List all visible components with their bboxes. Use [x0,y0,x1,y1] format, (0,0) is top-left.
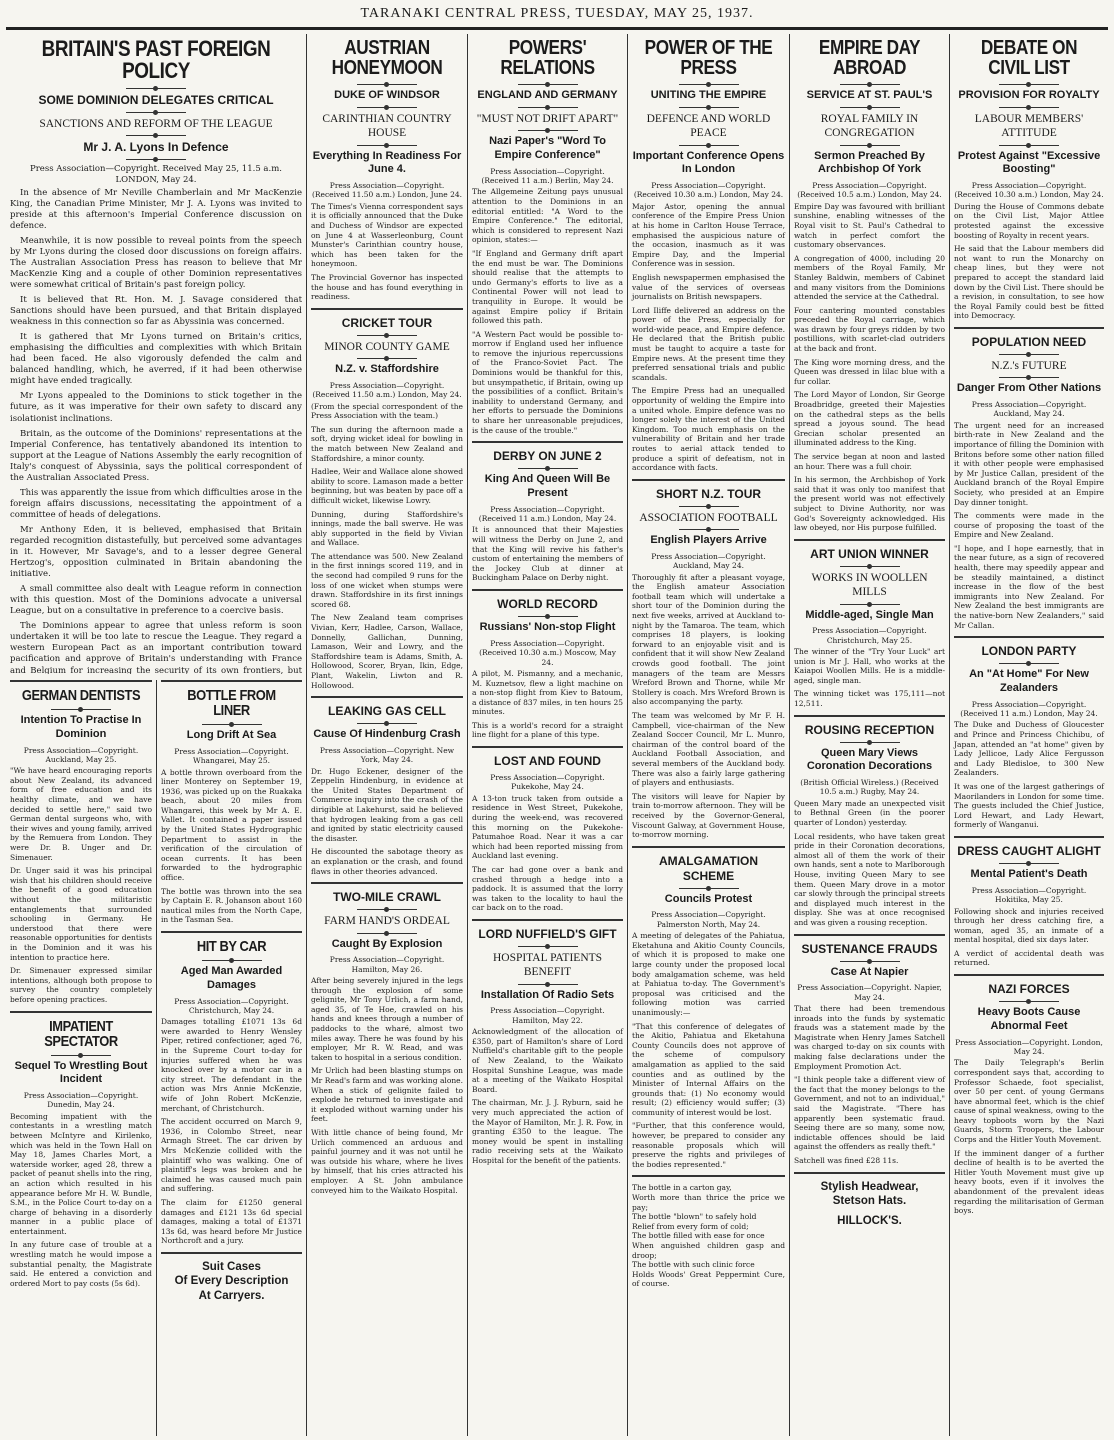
headline: POWERS' RELATIONS [500,37,595,79]
paragraph: He said that the Labour members did not want to run the Monarchy on cheap lines, but they were not prepared to accept the standard laid down by the Civil List. There should be a revision, in consultation, to see how the Royal Family could best be fitted into Democracy. [954,244,1104,321]
headline: EMPIRE DAY ABROAD [818,37,921,79]
paragraph: A meeting of delegates of the Pahiatua, Eketahuna and Akitio County Councils, of which it is proposed to make one large county under the proposed local body amalgamation scheme, was held at Pahiatua to-day. The Government's proposal was criticised and the following motion was carried unanimously:— [632,931,785,1017]
divider [679,529,739,530]
paragraph: In the absence of Mr Neville Chamberlain and Mr MacKenzie King, the Canadian Prime Minister, Mr J. A. Lyons was invited to preside at this afternoon's Imperial Conference discussion on defence. [10,187,302,231]
subheadline: DEFENCE AND WORLD PEACE [646,112,771,140]
divider [679,107,739,108]
paragraph: In his sermon, the Archbishop of York said that it was only too manifest that the present world was not effectively subject to Divine Authority, nor was God's Sovereignty acknowledged. His law obeyed, nor His purpose fulfilled. [794,475,945,533]
subheadline: Mr J. A. Lyons In Defence [83,140,229,155]
headline: POWER OF THE PRESS [644,37,773,79]
paragraph: The bottle was thrown into the sea by Captain E. R. Johanson about 160 nautical miles from the North Cape, in the Tasman Sea. [161,886,302,925]
dateline: Press Association—Copyright. Hokitika, May 25. [971,885,1087,905]
divider-rule [632,846,785,848]
verse-line: The bottle "blown" to safely hold [632,1212,757,1222]
subheadline: Danger From Other Nations [956,382,1102,395]
divider-rule [311,882,463,884]
paragraph: During the House of Commons debate on the Civil List, Major Attlee protested against the excessive boosting of Royalty in recent years. [954,201,1104,240]
dateline: Press Association—Copyright. Received May 25, 11.5 a.m. LONDON, May 24. [30,164,282,185]
paragraph: The Allgemeine Zeitung pays unusual attention to the Dominions in an editorial entitled: "A Word to the Empire Conference." The editorial, which is considered to represent Nazi opinion, states:— [472,187,623,245]
divider [518,984,578,985]
paragraph: "That this conference of delegates of the Akitio, Pahiatua and Eketahuna County Councils does not approve of the scheme of compulsory amalgamation as applied to the said counties and as outlined by the Minister of Internal Affairs on the grounds that: (1) No economy would result; (2) efficiency would suffer; (3) community of interest would be lost. [632,1021,785,1117]
dateline: Press Association—Copyright. Palmerston North, May 24. [651,910,766,929]
divider [999,863,1059,864]
subheadline: MINOR COUNTY GAME [324,340,450,353]
headline: ART UNION WINNER [810,546,929,561]
verse-line: The bottle with such clinic force [632,1260,755,1270]
dateline: Press Association—Copyright. Christchurch, May 24. [174,996,289,1015]
paragraph: The comments were made in the course of proposing the toast of the Empire and New Zealand. [954,511,1104,540]
paragraph: A verdict of accidental death was returned. [954,948,1104,968]
dateline: Press Association—Copyright. New York, May 24. [319,745,455,765]
paragraph: Meanwhile, it is now possible to reveal points from the speech by Mr Lyons during the closed door discussions on foreign affairs. The Australian Association Press has reason to believe that Mr MacKenzie King and a couple of other Dominion representatives were somewhat critical of Britain's past foreign policy. [10,235,302,290]
subheadline: An "At Home" For New Zealanders [969,668,1089,694]
paragraph: A bottle thrown overboard from the liner Monterey on September 19, 1936, was picked up on the Ruakaka beach, about 20 miles from Whangarei, this week by Mr A. E. Vallet. It contained a paper issued by the United States Hydrographic Department to assist in the verification of the circulation of ocean currents. It has been forwarded to the hydrographic office. [161,767,302,883]
column-dentists [6,680,156,1436]
dateline: Press Association—Copyright. London, May 24. [955,1037,1103,1056]
divider-rule [161,1252,302,1254]
headline: DERBY ON JUNE 2 [493,449,602,464]
dateline: Press Association—Copyright. Napier, May 24. [797,983,942,1002]
subheadline: Sequel To Wrestling Bout Incident [14,1059,148,1086]
dateline: Press Association—Copyright. (Received 10.30 a.m.) Moscow, May 24. [479,638,616,667]
headline: BOTTLE FROM LINER [187,687,276,719]
paragraph: English newspapermen emphasised the value of the services of overseas journalists on British newspapers. [632,272,785,302]
headline: SUSTENANCE FRAUDS [801,941,938,956]
subheadline: Everything In Readiness For June 4. [312,149,462,176]
divider [126,135,186,136]
paragraph: The service began at noon and lasted an hour. There was a full choir. [794,452,945,471]
dateline: Press Association—Copyright. (Received 10.30 a.m.) London, May 24. [954,181,1104,200]
advertisement-verse [632,1183,785,1289]
verse-line: Relief from every form of cold; [632,1221,749,1231]
masthead-rule [6,27,1108,30]
verse-line: The bottle filled with ease for once [632,1231,765,1241]
divider-rule [10,680,152,682]
paragraph: Becoming impatient with the contestants in a wrestling match between McIntyre and Kirilenko, which was held in the Town Hall on May 18, James Charles Mort, a waterside worker, aged 28, threw a packet of peanut shells into the ring, an action which resulted in his appearance before Mr H. W. Bundle, S.M., in the Police Court to-day on a charge of behaving in a disorderly manner in a public place of entertainment. [10,1111,152,1236]
dateline: Press Association—Copyright. (Received 10.5 a.m.) London, May 24. [797,181,942,200]
headline: LORD NUFFIELD'S GIFT [478,926,617,941]
advertisement-line: At Carryers. [198,1289,265,1302]
dateline: Press Association—Copyright. (Received 11.50 a.m.) London, May 24. [312,380,462,400]
paragraph: It was one of the largest gatherings of Maorilanders in London for some time. The guests included the Chief Justice, Lord Hewart, and Lady Hewart, formerly of Wanganui. [954,782,1104,830]
headline: IMPATIENT SPECTATOR [44,1017,118,1050]
headline: DRESS CAUGHT ALIGHT [957,844,1101,858]
advertisement-line: HILLOCK'S. [837,1215,902,1228]
paragraph: Dr. Simenauer expressed similar intentions, although both propose to survey the country completely before opening practices. [10,966,152,1004]
divider-rule [10,1011,152,1013]
divider-rule [954,327,1104,329]
column-civil-list [949,34,1108,1436]
headline: LEAKING GAS CELL [327,704,446,719]
divider [51,1055,111,1056]
divider [840,961,900,962]
divider-rule [311,308,463,310]
paragraph: "If England and Germany drift apart the end must be war. The Dominions should realise that the attempts to undo Germany's efforts to live as a Continental Power will not lead to tranquility in Europe. It would be against Empire policy if Britain followed this path. [472,248,623,326]
paragraph: The winner of the "Try Your Luck" art union is Mr J. Hall, who works at the Kaiapoi Woollen Mills. He is a middle-aged, single man. [794,647,945,685]
divider-rule [794,715,945,717]
subheadline: Queen Mary Views Coronation Decorations [806,746,933,773]
paragraph: After being severely injured in the legs through the explosion of some gelignite, Mr Tony Urlich, a farm hand, aged 35, of Te Hoe, crawled on his hands and knees through a number of paddocks to the wharé, almost two miles away. There he was found by his employer, Mr R. W. Read, and was taken to hospital in a serious condition. [311,976,463,1062]
paragraph: That there had been tremendous inroads into the funds by systematic frauds was a statement made by the Magistrate when Henry James Satchell was charged to-day on six counts with making false declarations under the Employment Promotion Act. [794,1004,945,1071]
divider [518,107,578,108]
dateline: Press Association—Copyright. Hamilton, May 26. [329,955,445,974]
dateline: Press Association—Copyright. Auckland, May 24. [971,400,1087,419]
paragraph: Britain, as the outcome of the Dominions' representations at the Imperial Conference, has tentatively abandoned its intention to support at the League of Nations Assembly the early recognition of Italy's conquest of Abyssinia, says the political correspondent of the Australian Associated Press. [10,428,302,483]
paragraph: In any future case of trouble at a wrestling match he would impose a substantial penalty, the Magistrate said. He entered a conviction and ordered Mort to pay costs (5s 6d). [10,1240,152,1288]
subheadline: SERVICE AT ST. PAUL'S [806,89,933,101]
divider-rule [632,1175,785,1177]
headline: BRITAIN'S PAST FOREIGN POLICY [41,36,271,83]
headline: AUSTRIAN HONEYMOON [331,37,443,79]
divider [840,604,900,605]
subheadline: ASSOCIATION FOOTBALL [639,511,778,524]
paragraph: The King wore morning dress, and the Queen was dressed in lilac blue with a fur collar. [794,357,945,386]
divider [518,946,578,947]
column-powers [467,34,627,1436]
paragraph: "We have heard encouraging reports about New Zealand, its advanced form of free education and its healthy climate, and we have decided to settle here," said two German dental surgeons who, with their wives and young family, arrived by the Remuera from London. They were Dr. B. Unger and Dr. Simenauer. [10,766,152,862]
advertisement-line: Of Every Description [174,1275,289,1288]
paragraph: Hadlee, Weir and Wallace alone showed ability to score. Lamason made a better beginning, but was beaten by pace off a difficult wicket, likewise Lowry. [311,467,463,505]
advertisement-line: Stetson Hats. [832,1194,907,1207]
headline: GERMAN DENTISTS [21,687,141,704]
dateline: Press Association—Copyright. Pukekohe, May 24. [490,773,605,792]
advertisement-line: Stylish Headwear, [820,1180,919,1193]
subheadline: Middle-aged, Single Man [805,608,934,621]
paragraph: Following shock and injuries received through her dress catching fire, a woman, aged 35, an inmate of a mental hospital, died six days later. [954,906,1104,945]
paragraph: He discounted the sabotage theory as an explanation or the crash, and found flaws in other theories advanced. [311,847,463,876]
paragraph: Dr. Unger said it was his principal wish that his children should receive the benefit of a good education without the militaristic entanglements that surrounded schooling in Germany. He understood that there were reasonable opportunities for dentists in the Dominion and it was his intention to practice here. [10,866,152,962]
divider-rule [954,836,1104,838]
headline: WORLD RECORD [497,597,598,612]
paragraph: The urgent need for an increased birth-rate in New Zealand and the importance of filling the Dominion with Britons before some other nation filled it with other people were emphasised by Mr Justice Callan, president of the Auckland branch of the Royal Empire Society, who presided at an Empire Day dinner tonight. [954,420,1104,507]
verse-line: When anguished children gasp and droop; [632,1241,785,1260]
dateline: Press Association—Copyright. Dunedin, May 24. [23,1091,139,1110]
paragraph: It is announced that their Majesties will witness the Derby on June 2, and that the King will revive his father's custom of entertaining the members of the Jockey Club at dinner at Buckingham Palace on Derby night. [472,525,623,583]
paragraph: Dr. Hugo Eckener, designer of the Zeppelin Hindenburg, in evidence at the United States Department of Commerce inquiry into the crash of the dirigible at Lakehurst, said he believed that hydrogen leaking from a gas cell and ignited by static electricity caused the disaster. [311,766,463,843]
divider-rule [954,636,1104,638]
divider [518,616,578,617]
subheadline: Mental Patient's Death [970,868,1088,880]
subheadline: Caught By Explosion [331,937,443,950]
headline: NAZI FORCES [988,982,1070,997]
paragraph: The car had gone over a bank and crashed through a hedge into a paddock. It is assumed that the lorry was taken to the locality to haul the car back on to the road. [472,864,623,913]
subheadline: Intention To Practise In Dominion [20,714,142,740]
divider-rule [311,696,463,698]
subheadline: Heavy Boots Cause Abnormal Feet [977,1006,1081,1032]
dateline: Press Association—Copyright. (Received 10.30 a.m.) London, May 24. [633,181,784,200]
paragraph: A small committee also dealt with League reform in connection with this question. Most of the Dominions advocate a universal League, but on a consultative in preference to a coercive basis. [10,584,302,617]
paragraph: Acknowledgment of the allocation of £350, part of Hamilton's share of Lord Nuffield's charitable gift to the people of New Zealand, to the Waikato Hospital Sunshine League, was made at a meeting of the Waikato Hospital Board. [472,1027,623,1094]
subheadline: "MUST NOT DRIFT APART" [476,112,619,125]
paragraph: A pilot, M. Pismanny, and a mechanic, M. Kuznetsov, flew a light machine on a non-stop flight from Kiev to Batoum, a distance of 837 miles, in ten hours 25 minutes. [472,668,623,717]
paragraph: Four cantering mounted constables preceded the Royal carriage, which was drawn by four greys ridden by two postillions, with scarlet-clad outriders at the back and front. [794,305,945,354]
divider [840,107,900,108]
paragraph: The New Zealand team comprises Vivian, Kerr, Hadlee, Carson, Wallace, Donnelly, Gallichan, Dunning, Lamason, Weir and Lowry, and the Staffordshire team is Adams, Smith, A. Hollowood, Scorer, Bryan, Ikin, Edge, Plant, Wakelin, Liwton and R. Hollowood. [311,613,463,690]
paragraph: The claim for £1250 general damages and £121 13s 6d special damages, making a total of £1371 13s 6d, was heard before Mr Justice Northcroft and a jury. [161,1197,302,1246]
divider [126,159,186,160]
headline: DEBATE ON CIVIL LIST [980,37,1078,79]
divider [840,84,900,85]
subheadline: Case At Napier [830,965,909,978]
divider [840,566,900,567]
paragraph: The visitors will leave for Napier by train to-morrow afternoon. They will be received by the Governor-General, Viscount Galway, at Government House, to-morrow morning. [632,791,785,840]
paragraph: Dunning, during Staffordshire's innings, made the ball swerve. He was ably supported in the field by Vivian and Wallace. [311,509,463,548]
paragraph: Lord Iliffe delivered an address on the power of the Press, especially for world-wide peace, and Empire defence. He declared that the British public must be taught to acquire a taste for Empire news. At the present time they preferred sensational trials and public scandals. [632,305,785,382]
divider-rule [954,974,1104,976]
subheadline: Cause Of Hindenburg Crash [313,728,461,741]
headline: TWO-MILE CRAWL [333,890,441,905]
divider-rule [161,931,302,933]
divider [51,709,111,710]
paragraph: Major Astor, opening the annual conference of the Empire Press Union at his home in Carlton House Terrace, emphasised the auspicious nature of the occasion, inasmuch as it was Empire Day, and the Imperial Conference was in session. [632,201,785,269]
divider [999,377,1059,378]
paragraph: Mr Lyons appealed to the Dominions to stick together in the future, as it was imperative for their own safety to discard any isolationist inclinations. [10,391,302,424]
headline: ROUSING RECEPTION [804,722,935,737]
headline: AMALGAMATION SCHEME [658,853,759,883]
dateline: Press Association—Copyright. Christchurch, May 25. [812,626,927,645]
paragraph: The Empire Press had an unequalled opportunity of welding the Empire into a united whole. Empire defence was no longer solely the interest of the United Kingdom. Too much emphasis on the vulnerability of Britain and her trade routes to aerial attack tended to produce a spirit of defeatism, not in accordance with facts. [632,386,785,473]
subheadline: SANCTIONS AND REFORM OF THE LEAGUE [39,118,273,130]
divider-rule [794,539,945,541]
divider-rule [472,589,623,591]
column-bottle [156,680,306,1436]
divider [999,354,1059,355]
paragraph: The Times's Vienna correspondent says it is officially announced that the Duke and Duchess of Windsor are expected on June 4 at Wasserleonburg, Count Munster's Carinthian country house, which has been taken for the honeymoon. [311,201,463,269]
divider [357,335,417,336]
headline: POPULATION NEED [971,334,1087,349]
paragraph: If the imminent danger of a further decline of health is to be averted the Hitler Youth Movement must give up heavy boots, even if it involves the abandonment of the prevalent ideas regarding the militarisation of German boys. [954,1148,1104,1216]
column-foreign-policy [6,34,306,674]
paragraph: Damages totalling £1071 13s 6d were awarded to Henry Wensley Piper, retired confectioner, aged 76, in the Supreme Court to-day for injuries suffered when he was knocked over by a motor car in a city street. The defendant in the action was Mrs Annie McKenzie, wife of John Robert McKenzie, merchant, of Christchurch. [161,1017,302,1113]
paragraph: It is gathered that Mr Lyons turned on Britain's critics, emphasising the difficulties and complexities with which Britain had been faced. He also vigorously defended the calm and balanced handling, which, he averred, if it had been otherwise might have ended tragically. [10,332,302,387]
paragraph: The winning ticket was 175,111—not 12,511. [794,689,945,708]
paragraph: The attendance was 500. New Zealand in the first innings scored 119, and in the second had compiled 9 runs for the loss of one wicket when stumps were drawn. Staffordshire in its first innings scored 68. [311,551,463,609]
paragraph: With little chance of being found, Mr Urlich commenced an arduous and painful journey and it was not until he was outside his whare, where he lives by himself, that his cries attracted his employer. A St. John ambulance conveyed him to the Waikato Hospital. [311,1128,463,1195]
paragraph: (From the special correspondent of the Press Association with the team.) [311,401,463,421]
paragraph: Local residents, who have taken great pride in their Coronation decorations, almost all of them the work of their own hands, sent a note to Marlborough House, inviting Queen Mary to see them. Queen Mary drove in a motor car slowly through the principal streets and displayed much interest in the display. She was at once recognised and was given a rousing reception. [794,831,945,927]
divider [840,742,900,743]
headline: LONDON PARTY [981,644,1077,659]
subheadline: WORKS IN WOOLLEN MILLS [811,571,928,599]
divider-rule [161,680,302,682]
subheadline: Sermon Preached By Archbishop Of York [814,149,925,176]
subheadline: UNITING THE EMPIRE [650,89,767,101]
divider [999,84,1059,85]
divider [679,84,739,85]
advertisement-line: Suit Cases [202,1260,261,1273]
dateline: Press Association—Copyright. Whangarei, May 25. [174,746,289,766]
paragraph: Empire Day was favoured with brilliant sunshine, enabling witnesses of the Royal visit to St. Paul's Cathedral to watch in perfect comfort the customary observances. [794,201,945,250]
divider-rule [794,1172,945,1174]
dateline: Press Association—Copyright. Auckland, May 24. [651,551,766,571]
paragraph: Mr Urlich had been blasting stumps on Mr Read's farm and was working alone. When a stick of gelignite failed to explode he returned to investigate and it exploded without warning under his feet. [311,1066,463,1124]
divider [679,145,739,146]
subheadline: Important Conference Opens In London [632,149,785,176]
subheadline: LABOUR MEMBERS' ATTITUDE [974,112,1084,140]
headline: CRICKET TOUR [341,315,433,330]
divider [202,724,262,725]
paragraph: The Daily Telegraph's Berlin correspondent says that, according to Professor Schaede, foot specialist, over 50 per cent. of young Germans have abnormal feet, which is the chief cause of spinal weakness, owing to the heavy topboots worn by the Nazi Guards, Storm Troopers, the Labour Corps and the Hitler Youth Movement. [954,1058,1104,1145]
article-foreign-policy [10,34,302,674]
divider [518,84,578,85]
divider [357,723,417,724]
dateline: Press Association—Copyright. Auckland, May 25. [23,745,139,764]
divider-rule [472,441,623,443]
paragraph: This was apparently the issue from which difficulties arose in the foreign affairs discussions, necessitating the appointment of a committee of heads of delegations. [10,487,302,520]
divider [357,909,417,910]
subheadline: Long Drift At Sea [186,729,277,741]
masthead: TARANAKI CENTRAL PRESS, TUESDAY, MAY 25, 1937. [360,6,754,21]
subheadline: HOSPITAL PATIENTS BENEFIT [492,951,603,979]
divider [357,84,417,85]
subheadline: N.Z.'s FUTURE [991,359,1067,372]
paragraph: "I think people take a different view of the fact that the money belongs to the Government, and not to an individual," said the Magistrate. "There has apparently been systematic fraud. Seeing there are so many, some now, indictable offences should be laid against the offenders as really theft." [794,1075,945,1152]
paragraph: Mr Anthony Eden, it is believed, emphasised that Britain regarded recognition distastefully, but perceived some advantages in it. However, Mr Savage's, and to a lesser degree General Hertzog's, opposition culminated in Britain abandoning the initiative. [10,524,302,580]
divider-rule [632,479,785,481]
divider [357,358,417,359]
column-press [627,34,789,1436]
paragraph: The sun during the afternoon made a soft, drying wicket ideal for bowling in the match between New Zealand and Staffordshire, a minor county. [311,424,463,463]
divider [202,960,262,961]
subheadline: King And Queen Will Be Present [484,473,611,499]
divider [126,112,186,113]
paragraph: The Dominions appear to agree that unless reform is soon undertaken it will be too late to rescue the League. They regard a western European Pact as an important contribution toward pacification and approve of Britain's understanding with France and Belgium for increasing the security of its own frontiers, but [10,621,302,674]
subheadline: English Players Arrive [650,534,767,547]
divider [357,933,417,934]
dateline: (British Official Wireless.) (Received 10.5 a.m.) Rugby, May 24. [800,778,939,797]
subheadline: Installation Of Radio Sets [480,988,615,1001]
paragraph: "Further, that this conference would, however, be prepared to consider any reasonable proposals which will preserve the rights and privileges of the bodies represented." [632,1121,785,1169]
paragraph: A congregation of 4000, including 20 members of the Royal Family, Mr Stanley Baldwin, members of Cabinet and many visitors from the Dominions attended the service at the Cathedral. [794,253,945,302]
paragraph: It is believed that Rt. Hon. M. J. Savage considered that Sanctions should have been pursued, and that Britain displayed weakness in this connection so far as Abyssinia was concerned. [10,295,302,328]
paragraph: The Provincial Governor has inspected the house and has found everything in readiness. [311,272,463,302]
paragraph: "A Western Pact would be possible to-morrow if England used her influence to remove the injurious repercussions of the Franco-Soviet Pact. The Dominions would be thankful for this, but unsympathetic, if Britain, owing up the possibilities of a conflict. Britain's inability to understand Germany, and her efforts to persuade the Dominions to share her unreasonable prejudices, is the cause of the trouble." [472,329,623,435]
subheadline: Aged Man Awarded Damages [180,965,283,991]
divider [518,130,578,131]
divider [840,145,900,146]
column-austrian [306,34,467,1436]
subheadline: ROYAL FAMILY IN CONGREGATION [820,112,919,140]
paragraph: Satchell was fined £28 11s. [794,1155,899,1165]
divider [126,88,186,89]
paragraph: This is a world's record for a straight line flight for a plane of this type. [472,720,623,740]
divider-rule [472,919,623,921]
paragraph: The chairman, Mr. J. J. Ryburn, said he very much appreciated the action of the Mayor of Hamilton, Mr. J. R. Fow, in granting £350 to the league. The money would be spent in installing radio receiving sets at the Waikato Hospital for the benefit of the patients. [472,1098,623,1165]
column-empire-day [789,34,949,1436]
paragraph: "I hope, and I hope earnestly, that in the near future, as a sign of recovered health, there may speedily appear and be steadily maintained, a distinct increase in the flow of the best immigrants into New Zealand. For New Zealand the best immigrants are the native-born New Zealanders," said Mr Callan. [954,543,1104,630]
paragraph: The accident occurred on March 9, 1936, in Colombo Street, near Armagh Street. The car driven by Mrs McKenzie collided with the plaintiff who was walking. One of plaintiff's legs was broken and he claimed he was caused much pain and suffering. [161,1117,302,1194]
subheadline: SOME DOMINION DELEGATES CRITICAL [38,93,274,107]
paragraph: Queen Mary made an unexpected visit to Bethnal Green (in the poorer quarter of London) yesterday. [794,798,945,827]
divider [999,145,1059,146]
subheadline: CARINTHIAN COUNTRY HOUSE [322,112,452,140]
verse-line: Worth more than thrice the price we pay; [632,1193,785,1212]
divider [357,145,417,146]
divider [357,107,417,108]
verse-line: Holds Woods' Great Peppermint Cure, of course. [632,1269,785,1289]
divider [679,888,739,889]
subheadline: PROVISION FOR ROYALTY [958,89,1100,101]
divider-rule [794,934,945,936]
headline: LOST AND FOUND [494,754,601,769]
dateline: Press Association—Copyright. (Received 11 a.m.) London, May 24. [960,699,1098,719]
subheadline: Nazi Paper's "Word To Empire Conference" [489,135,606,161]
dateline: Press Association—Copyright. (Received 11 a.m.) London, May 24. [478,504,617,524]
headline: HIT BY CAR [196,938,267,955]
dateline: Press Association—Copyright. (Received 11 a.m.) Berlin, May 24. [481,166,614,185]
subheadline: DUKE OF WINDSOR [334,89,440,101]
paragraph: The team was welcomed by Mr F. H. Campbell, vice-chairman of the New Zealand Soccer Council, Mr L. Munro, chairman of the control board of the Auckland Football Association, and several members of the Auckland body. There was also a fairly large gathering of players and enthusiasts. [632,710,785,788]
verse-line: The bottle in a carton gay, [632,1183,732,1193]
divider [679,506,739,507]
subheadline: Russians' Non-stop Flight [479,621,616,634]
paragraph: The Duke and Duchess of Gloucester and Prince and Princess Chichibu, of Japan, attended an "at home" given by Lady Jellicoe, Lady Alice Fergusson and Lady Bledisloe, to 300 New Zealanders. [954,720,1104,778]
subheadline: ENGLAND AND GERMANY [477,89,618,101]
divider [518,468,578,469]
paragraph: The Lord Mayor of London, Sir George Broadbridge, greeted their Majesties on the cathedral steps as the bells spread a joyous sound. The head Grecian scholar presented an illuminated address to the King. [794,390,945,448]
subheadline: Councils Protest [664,892,753,905]
subheadline: FARM HAND'S ORDEAL [324,915,450,928]
divider [999,1001,1059,1002]
paragraph: A 13-ton truck taken from outside a residence in West Street, Pukekohe, during the week-end, was recovered this morning on the Pukekohe-Patumahoe Road. Near it was a car which had been reported missing from Auckland last evening. [472,793,623,861]
divider [999,663,1059,664]
headline: SHORT N.Z. TOUR [655,486,762,501]
dateline: Press Association—Copyright. Hamilton, May 22. [490,1006,605,1025]
divider [999,107,1059,108]
dateline: Press Association—Copyright. (Received 11.50 a.m.) London, June 24. [311,181,463,200]
subheadline: N.Z. v. Staffordshire [335,363,439,376]
subheadline: Protest Against "Excessive Boosting" [957,149,1101,176]
divider-rule [472,746,623,748]
paragraph: Thoroughly fit after a pleasant voyage, the English amateur Association football team which will undertake a short tour of the Dominion during the next five weeks, arrived at Auckland to-night by the Tamaroa. The team, which comprises 18 players, is looking forward to an enjoyable visit and is confident that it will show New Zealand crowds good football. The joint managers of the team are Messrs Wreford Brown and Thorne, while Mr Stollery is coach. Mrs Wreford Brown is also accompanying the party. [632,572,785,707]
